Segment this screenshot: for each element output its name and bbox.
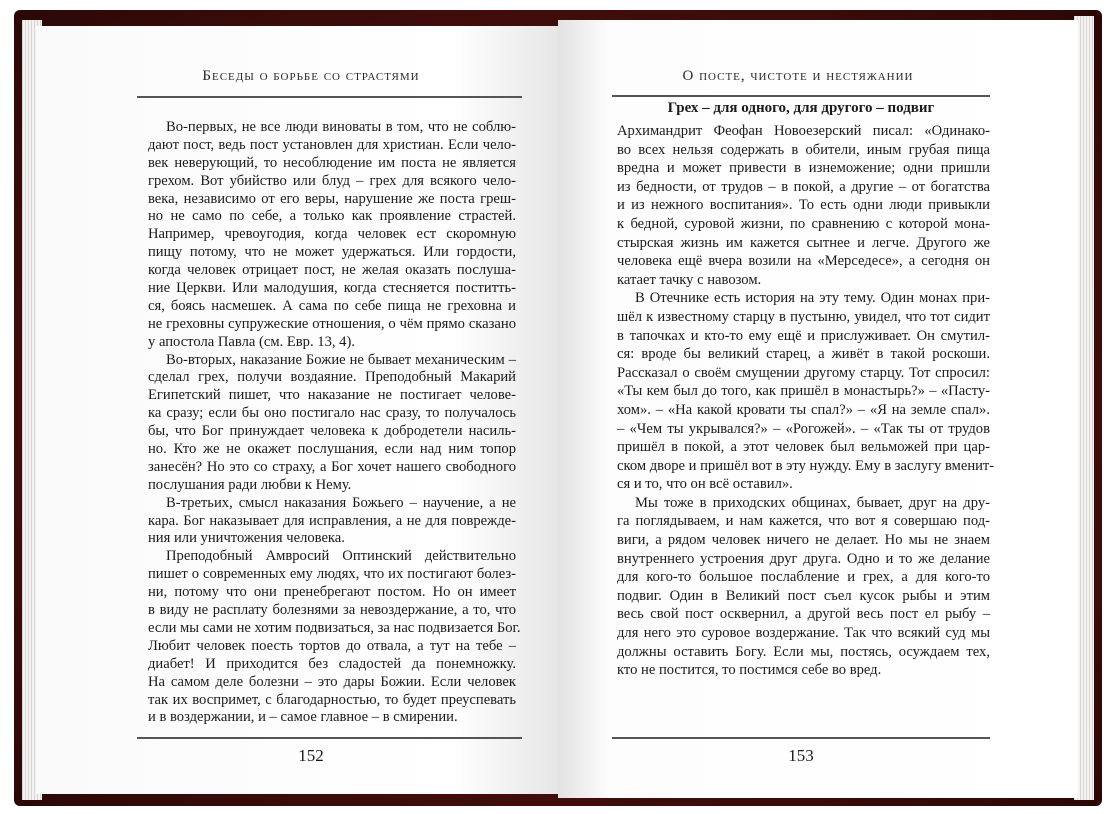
text-line: так их воспримет, с благодарностью, то будет преуспевать <box>148 691 516 708</box>
page-number-left: 152 <box>298 746 324 765</box>
text-line: внутреннего устроения друг друга. Одно и то же делание <box>617 550 990 567</box>
text-line: ни, потому что они пренебрегают постом. Но он имеет <box>148 584 516 601</box>
text-line: в виду не расплату болезнями за невоздержание, а то, что <box>148 602 516 619</box>
text-line: «Ты кем был до того, как пришёл в монастырь?» – «Пасту- <box>617 383 990 400</box>
text-line: пришёл в покой, а этот человек был вельможей при цар- <box>617 439 990 456</box>
text-line: ском дворе и пришёл вот в эту нужду. Ему в заслугу вменит- <box>617 457 995 474</box>
text-line: шёл к известному старцу в пустыню, увидел, что тот сидит <box>617 308 990 325</box>
text-line: должны оставить Богу. Если мы, постясь, осуждаем тех, <box>617 643 990 660</box>
left-page <box>36 26 558 794</box>
text-line: когда человек отрицает пост, не желая оказать послуша- <box>148 262 516 279</box>
text-line: В Отечнике есть история на эту тему. Один монах при- <box>635 290 990 307</box>
text-line: из бедности, от трудов – в покой, а другие – от богатства <box>617 178 990 195</box>
text-line: Любит человек поесть тортов до отвала, а тут на тебе – <box>148 637 516 654</box>
right-page-body <box>617 122 995 680</box>
page-number-right: 153 <box>788 746 814 765</box>
footer-rule-left <box>137 737 522 739</box>
text-line: если мы сами не хотим подвизаться, за нас подвизается Бог. <box>148 619 521 636</box>
text-line: у апостола Павла (см. Евр. 13, 4). <box>148 333 355 350</box>
text-line: кара. Бог наказывает для исправления, а не для поврежде- <box>148 512 516 529</box>
text-line: для него это суровое воздержание. Так что всякий суд мы <box>617 625 990 642</box>
text-line: хом». – «На какой кровати ты спал?» – «Я на земле спал». <box>617 401 990 418</box>
text-line: занесён? Но это со страху, а Бог хочет нашего свободного <box>148 458 516 475</box>
text-line: – «Чем ты укрывался?» – «Рогожей». – «Так ты от трудов <box>617 420 990 437</box>
paragraph <box>617 122 990 289</box>
text-line: дают пост, ведь пост установлен для христиан. Если чело- <box>148 136 516 153</box>
text-line: диабет! И приходится без сладостей да понемножку. <box>148 655 516 672</box>
text-line: стырская жизнь им кажется сытнее и легче. Другого же <box>617 234 990 251</box>
right-page <box>558 20 1078 798</box>
text-line: грехом. Вот убийство или блуд – грех для всякого чело- <box>148 172 516 189</box>
text-line: Например, чревоугодия, когда человек ест скоромную <box>148 226 516 243</box>
text-line: вредна и может привести в изнеможение; одни пришли <box>617 160 990 177</box>
text-line: весь свой пост осквернил, а другой весь пост ел рыбу – <box>617 606 990 623</box>
text-line: бы, что Бог принуждает человека к добродетели насиль- <box>148 423 516 440</box>
text-line: Архимандрит Феофан Новоезерский писал: «Одинако- <box>617 123 990 139</box>
text-line: кто не постится, то постимся себе во вред. <box>617 662 882 679</box>
text-line: В-третьих, смысл наказания Божьего – научение, а не <box>166 494 516 511</box>
running-head-left: Беседы о борьбе со страстями <box>202 68 420 84</box>
text-line: ние Церкви. Или малодушия, когда стесняется поститть- <box>148 280 516 297</box>
left-page-body <box>148 119 521 727</box>
text-line: Египетский пишет, что наказание не постигает челове- <box>148 387 516 404</box>
paragraph <box>617 289 995 494</box>
text-line: подвиг. Один в Великий пост съел кусок рыбы и этим <box>617 587 990 604</box>
text-line: Преподобный Амвросий Оптинский действительно <box>166 548 516 565</box>
text-line: ка сразу; если бы оно постигало нас сразу, то получалось <box>148 405 516 422</box>
text-line: Во-вторых, наказание Божие не бывает механическим – <box>166 351 516 368</box>
running-head-right: О посте, чистоте и нестяжании <box>682 68 914 84</box>
text-line: Во-первых, не все люди виноваты в том, что не соблю- <box>166 119 516 135</box>
paragraph <box>617 494 990 680</box>
text-line: На самом деле болезни – это дары Божии. Если человек <box>148 673 516 690</box>
text-line: виги, а рядом человек ничего не делает. Но мы не знаем <box>617 532 990 549</box>
text-line: пишет о современных ему людях, что их постигают болез- <box>148 566 516 583</box>
section-heading: Грех – для одного, для другого – подвиг <box>667 100 935 116</box>
text-line: к бедной, суровой жизни, по сравнению с которой мона- <box>617 215 990 232</box>
text-line: век неверующий, то несоблюдение им поста не является <box>148 154 516 171</box>
text-line: но. Кто же не окажет послушания, если над ним топор <box>148 441 516 458</box>
text-line: катает тачку с навозом. <box>617 271 762 288</box>
paragraph <box>148 495 516 549</box>
paragraph <box>148 548 521 727</box>
text-line: человека ещё вчера возили на «Мерседесе», а сегодня он <box>617 253 990 270</box>
paragraph <box>148 119 516 352</box>
text-line: и из нежного воспитания». То есть одни люди привыкли <box>617 197 990 214</box>
text-line: для кого-то большое послабление и грех, а для кого-то <box>617 569 990 586</box>
footer-rule-right <box>612 737 990 739</box>
header-rule-left <box>137 96 522 98</box>
text-line: в тапочках и кто-то ему ещё и прислуживает. Он смутил- <box>617 327 990 344</box>
text-line: во всех нельзя содержать в обители, иным грубая пища <box>617 141 990 158</box>
text-line: и в воздержании, и – самое главное – в смирении. <box>148 709 458 726</box>
paragraph <box>148 352 516 495</box>
text-line: но не само по себе, а только как проявление страстей. <box>148 208 516 225</box>
text-line: сделал грех, получи воздаяние. Преподобный Макарий <box>148 369 516 386</box>
text-line: ся, боясь насмешек. А сама по себе пища не греховна и <box>148 297 516 314</box>
text-line: ся: вроде бы великий старец, а живёт в такой роскоши. <box>617 346 990 363</box>
text-line: ния или уничтожения человека. <box>148 530 345 547</box>
text-line: га поглядываем, и нам кажется, что вот я совершаю под- <box>617 513 990 530</box>
text-line: ся и то, что он всё оставил». <box>617 476 793 493</box>
text-line: послушания ради любви к Нему. <box>148 476 352 493</box>
text-line: века, независимо от его веры, нарушение же поста греш- <box>148 190 516 207</box>
text-line: Мы тоже в приходских общинах, бывает, друг на дру- <box>635 494 990 511</box>
text-line: Рассказал о своём смущении другому старцу. Тот спросил: <box>617 364 990 381</box>
header-rule-right <box>612 95 990 97</box>
text-line: пищу потому, что не может удержаться. Или гордости, <box>148 244 516 261</box>
text-line: не греховны супружеские отношения, о чём прямо сказано <box>148 315 516 332</box>
